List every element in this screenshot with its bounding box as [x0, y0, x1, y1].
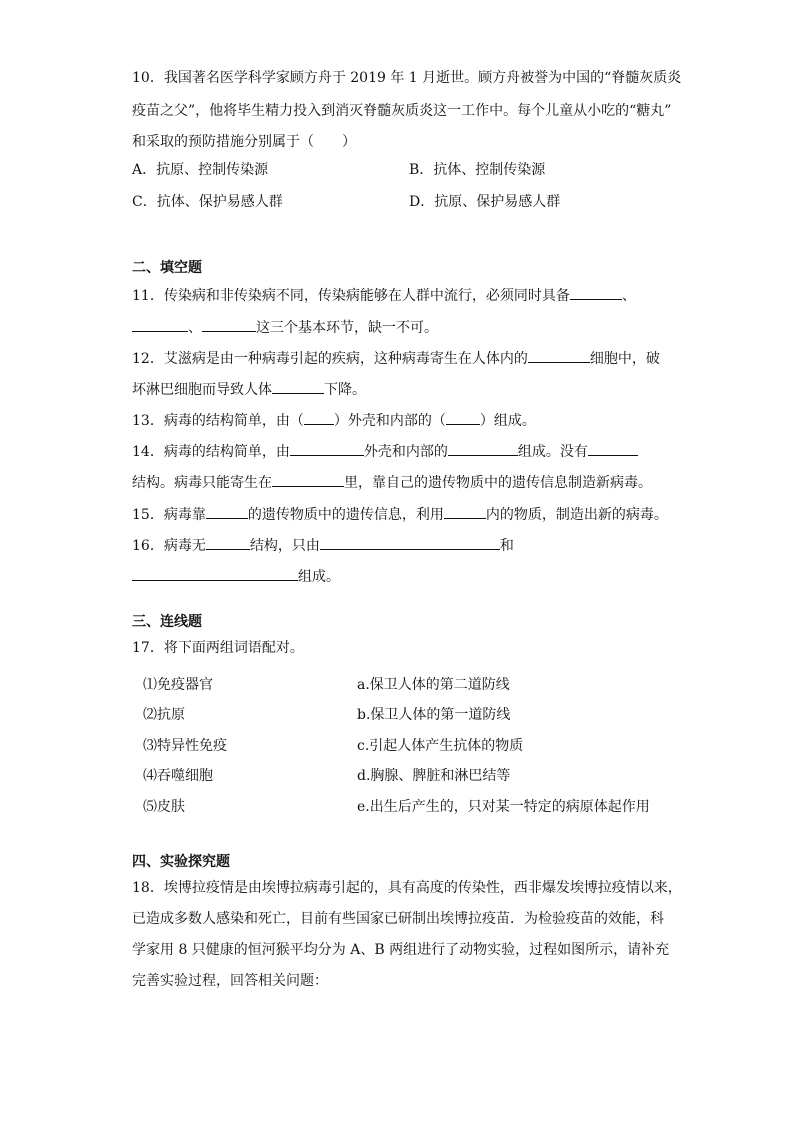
q13-blank-2[interactable]	[446, 410, 480, 425]
q13-text-b: ）外壳和内部的（	[333, 413, 446, 429]
q17-left-item[interactable]: ⑵抗原	[143, 707, 185, 723]
q14-line2	[132, 472, 652, 493]
q11-blank-1[interactable]	[570, 285, 622, 300]
q11-text-c: 、	[188, 320, 202, 336]
q11-text-b: 、	[621, 288, 636, 304]
section-4-heading: 四、实验探究题	[132, 854, 230, 870]
q14-blank-1[interactable]	[290, 441, 364, 456]
q14-text-e: 里，靠自己的遗传物质中的遗传信息制造新病毒。	[344, 475, 652, 491]
q14-text-a: 14．病毒的结构简单，由	[132, 444, 290, 460]
q15-blank-1[interactable]	[206, 504, 248, 519]
q18-line4: 完善实验过程，回答相关问题：	[132, 973, 328, 989]
q16-text-a: 16．病毒无	[132, 538, 206, 554]
q17-left-item[interactable]: ⑶特异性免疫	[143, 738, 227, 754]
q17-right-item[interactable]: a.保卫人体的第二道防线	[357, 677, 510, 693]
q12-line2	[132, 379, 366, 400]
q14-text-b: 外壳和内部的	[363, 444, 448, 460]
q10-line3: 和采取的预防措施分别属于（ ）	[132, 134, 356, 150]
q17-left-item[interactable]: ⑷吞噬细胞	[143, 768, 213, 784]
q13-blank-1[interactable]	[304, 410, 334, 425]
q16-text-d: 组成。	[298, 569, 340, 585]
q16-text-b: 结构，只由	[249, 538, 320, 554]
q12-line1	[132, 348, 660, 369]
q10-line2: 疫苗之父”，他将毕生精力投入到消灭脊髓灰质炎这一工作中。每个儿童从小吃的“糖丸”	[132, 103, 672, 119]
q11-line1	[132, 285, 636, 306]
q14-blank-3[interactable]	[588, 441, 638, 456]
section-3-heading: 三、连线题	[132, 614, 202, 630]
q17-right-item[interactable]: d.胸腺、脾脏和淋巴结等	[357, 768, 511, 784]
q18-line2: 已造成多数人感染和死亡，目前有些国家已研制出埃博拉疫苗．为检验疫苗的效能，科	[132, 911, 664, 927]
section-2-heading: 二、填空题	[132, 260, 202, 276]
q11-blank-3[interactable]	[202, 317, 256, 332]
q15-line1	[132, 504, 668, 525]
q15-text-b: 的遗传物质中的遗传信息，利用	[247, 507, 444, 523]
q11-text-d: 这三个基本环节，缺一不可。	[256, 320, 438, 336]
q17-right-item[interactable]: b.保卫人体的第一道防线	[357, 707, 511, 723]
q14-text-c: 组成。没有	[517, 444, 588, 460]
q14-line1	[132, 441, 638, 462]
q17-left-item[interactable]: ⑸皮肤	[143, 799, 185, 815]
q16-line2	[132, 566, 340, 587]
q12-blank-1[interactable]	[528, 348, 590, 363]
q13-text-a: 13．病毒的结构简单，由（	[132, 413, 304, 429]
q14-text-d: 结构。病毒只能寄生在	[132, 475, 272, 491]
q10-option-a[interactable]: A．抗原、控制传染源	[132, 162, 269, 178]
q11-text-a: 11．传染病和非传染病不同，传染病能够在人群中流行，必须同时具备	[132, 288, 570, 304]
q17-right-item[interactable]: c.引起人体产生抗体的物质	[357, 738, 524, 754]
q12-text-b: 细胞中，破	[589, 351, 660, 367]
q14-blank-4[interactable]	[272, 472, 344, 487]
q16-blank-2[interactable]	[320, 535, 500, 550]
q17-left-item[interactable]: ⑴免疫器官	[143, 677, 213, 693]
q15-text-a: 15．病毒靠	[132, 507, 206, 523]
q11-line2	[132, 317, 438, 338]
q10-option-d[interactable]: D．抗原、保护易感人群	[409, 194, 561, 210]
q10-option-b[interactable]: B．抗体、控制传染源	[409, 162, 546, 178]
q14-blank-2[interactable]	[448, 441, 518, 456]
q13-text-c: ）组成。	[479, 413, 536, 429]
q18-line1: 18．埃博拉疫情是由埃博拉病毒引起的，具有高度的传染性，西非爆发埃博拉疫情以来，	[132, 880, 682, 896]
q16-blank-1[interactable]	[206, 535, 250, 550]
q15-text-c: 内的物质，制造出新的病毒。	[485, 507, 668, 523]
q12-text-d: 下降。	[324, 382, 366, 398]
q16-blank-3[interactable]	[132, 566, 298, 581]
q12-text-a: 12．艾滋病是由一种病毒引起的疾病，这种病毒寄生在人体内的	[132, 351, 528, 367]
q17-right-item[interactable]: e.出生后产生的，只对某一特定的病原体起作用	[357, 799, 650, 815]
q15-blank-2[interactable]	[444, 504, 486, 519]
q17-stem: 17．将下面两组词语配对。	[132, 640, 304, 656]
q13-line1	[132, 410, 536, 431]
q12-blank-2[interactable]	[272, 379, 324, 394]
q12-text-c: 坏淋巴细胞而导致人体	[132, 382, 272, 398]
q11-blank-2[interactable]	[132, 317, 188, 332]
q18-line3: 学家用 8 只健康的恒河猴平均分为 A、B 两组进行了动物实验，过程如图所示，请补充	[132, 942, 670, 958]
q16-text-c: 和	[499, 538, 514, 554]
q10-option-c[interactable]: C．抗体、保护易感人群	[132, 194, 283, 210]
q10-line1: 10．我国著名医学科学家顾方舟于 2019 年 1 月逝世。顾方舟被誉为中国的“脊髓灰质炎	[132, 70, 682, 86]
q16-line1	[132, 535, 514, 556]
